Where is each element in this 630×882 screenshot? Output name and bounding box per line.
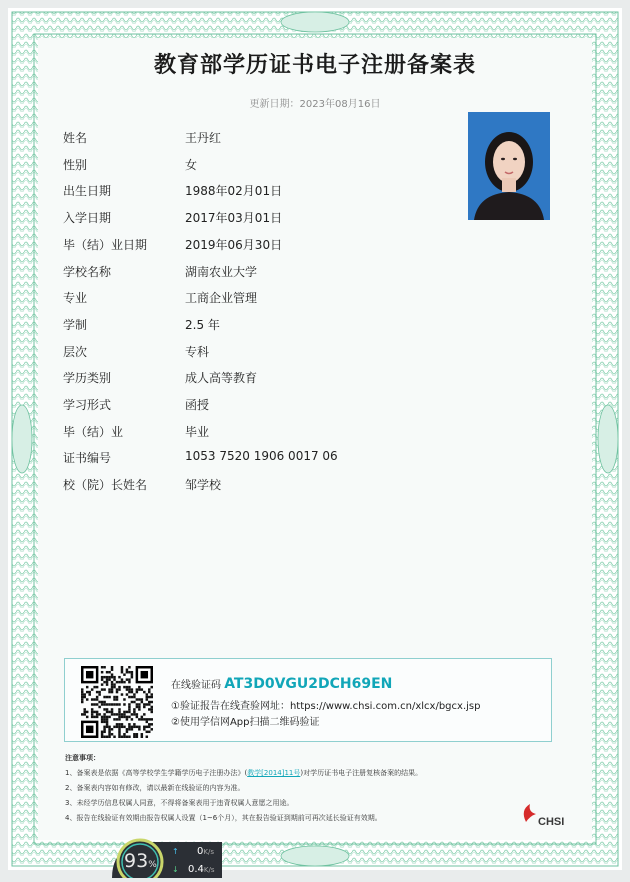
note-1-text-end: )对学历证书电子注册复核备案的结果。	[300, 769, 423, 777]
download-speed	[188, 864, 215, 875]
field-label: 入学日期	[63, 211, 112, 226]
field-value: 女	[185, 157, 198, 172]
field-label: 姓名	[63, 131, 88, 145]
regulation-link[interactable]: 教学[2014]11号	[247, 769, 301, 777]
field-value: 2017年03月01日	[185, 211, 283, 226]
verification-code: AT3D0VGU2DCH69EN	[224, 676, 393, 692]
field-label: 出生日期	[63, 184, 112, 199]
document-title: 教育部学历证书电子注册备案表	[153, 53, 476, 78]
note-1-text: 1、备案表是依据《高等学校学生学籍学历电子注册办法》(	[65, 769, 248, 777]
note-1	[65, 766, 545, 781]
field-value: 湖南农业大学	[185, 264, 258, 279]
field-value: 工商企业管理	[185, 291, 258, 306]
chsi-mark-icon	[524, 804, 536, 822]
qr-code[interactable]	[81, 666, 153, 738]
note-4: 4、报告在线验证有效期由报告权属人设置（1~6个月），其在报告验证到期前可再次延长验证有效期。	[65, 814, 382, 822]
download-value: 0.4	[188, 864, 204, 875]
verification-box	[64, 658, 552, 742]
field-label: 校（院）长姓名	[63, 478, 148, 493]
verification-code-line	[171, 676, 392, 692]
field-label: 学历类别	[63, 371, 112, 386]
notes-title: 注意事项：	[65, 754, 100, 762]
chsi-logo	[516, 800, 576, 834]
verification-app-line: ②使用学信网App扫描二维码验证	[171, 717, 320, 728]
field-value: 2019年06月30日	[185, 237, 283, 252]
field-label: 专业	[63, 291, 88, 306]
field-value: 邹学校	[185, 478, 222, 493]
note-2: 2、备案表内容如有修改，请以最新在线验证的内容为准。	[65, 784, 245, 792]
percent-unit: %	[148, 860, 157, 870]
field-label: 毕（结）业	[63, 424, 124, 439]
upload-unit: K/s	[203, 848, 214, 856]
field-value: 毕业	[185, 424, 210, 439]
field-label: 层次	[63, 344, 88, 359]
percent-value: 93	[124, 850, 149, 872]
field-label: 学校名称	[63, 264, 112, 279]
update-date: 更新日期：2023年08月16日	[249, 99, 381, 110]
student-photo	[468, 112, 550, 220]
field-label: 毕（结）业日期	[63, 237, 148, 252]
field-value: 2.5 年	[185, 317, 220, 332]
network-speed-widget[interactable]	[102, 826, 222, 878]
field-value: 王丹红	[185, 131, 222, 145]
field-label: 学习形式	[63, 398, 112, 412]
verification-url-line: ①验证报告在线查验网址：https://www.chsi.com.cn/xlcx/bgcx.jsp	[171, 701, 481, 712]
field-value: 1053 7520 1906 0017 06	[185, 449, 338, 464]
percent-readout	[124, 850, 157, 872]
field-label: 证书编号	[63, 451, 112, 466]
field-value: 1988年02月01日	[185, 184, 283, 199]
notes-section	[65, 751, 545, 826]
upload-speed	[197, 846, 214, 857]
field-label: 学制	[63, 317, 88, 332]
download-unit: K/s	[203, 866, 215, 874]
verification-code-prefix: 在线验证码	[171, 680, 221, 691]
upload-arrow-icon: ↑	[172, 847, 179, 856]
field-label: 性别	[63, 157, 88, 172]
field-value: 成人高等教育	[185, 371, 258, 386]
note-3: 3、未经学历信息权属人同意，不得将备案表用于违背权属人意愿之用途。	[65, 799, 294, 807]
field-value: 函授	[185, 398, 210, 412]
field-value: 专科	[185, 344, 210, 359]
chsi-logo-text: CHSI	[538, 816, 565, 828]
download-arrow-icon: ↓	[172, 865, 179, 874]
upload-value: 0	[197, 846, 204, 857]
